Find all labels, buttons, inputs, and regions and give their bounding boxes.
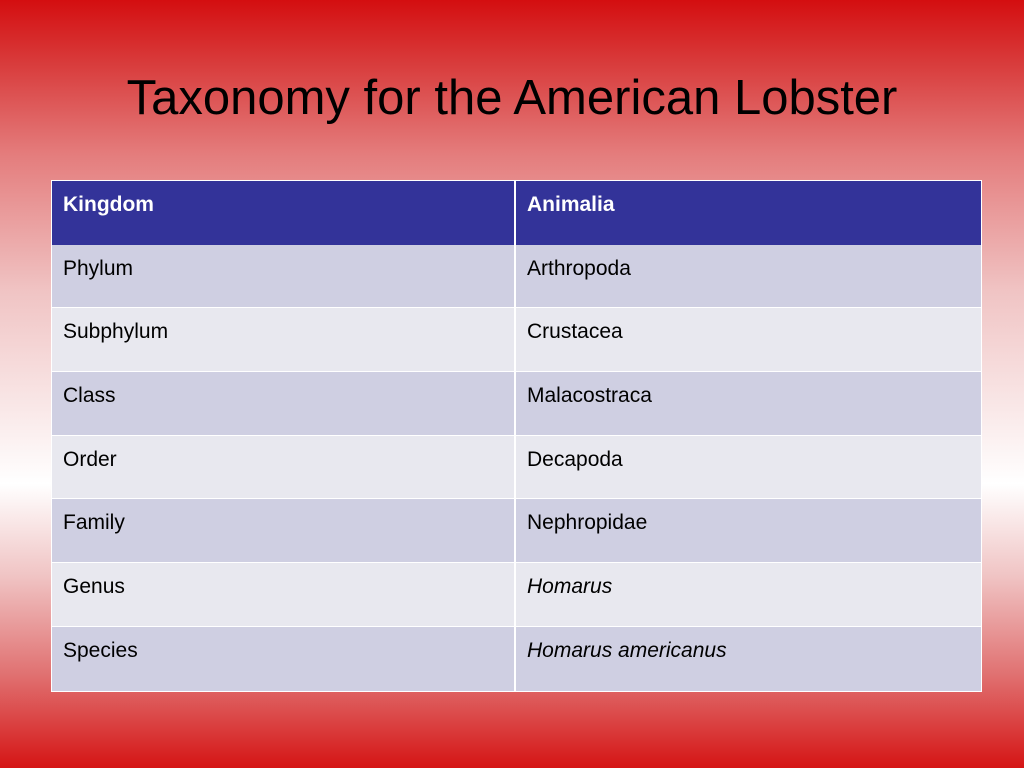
rank-cell: Order xyxy=(52,436,516,500)
table-row xyxy=(52,372,981,436)
header-rank-cell: Kingdom xyxy=(52,181,516,245)
table-row xyxy=(52,563,981,627)
table-row xyxy=(52,499,981,563)
rank-cell: Class xyxy=(52,372,516,436)
table-row xyxy=(52,308,981,372)
taxon-name-cell: Arthropoda xyxy=(516,245,981,309)
table-row xyxy=(52,627,981,691)
rank-cell: Species xyxy=(52,627,516,691)
taxon-name-cell: Homarus americanus xyxy=(516,627,981,691)
table-row xyxy=(52,436,981,500)
taxon-name-cell: Crustacea xyxy=(516,308,981,372)
rank-cell: Phylum xyxy=(52,245,516,309)
rank-cell: Family xyxy=(52,499,516,563)
table-row xyxy=(52,245,981,309)
slide-title: Taxonomy for the American Lobster xyxy=(126,71,898,125)
rank-cell: Genus xyxy=(52,563,516,627)
taxon-name-cell: Malacostraca xyxy=(516,372,981,436)
taxonomy-table xyxy=(51,180,982,692)
header-name-cell: Animalia xyxy=(516,181,981,245)
taxon-name-cell: Decapoda xyxy=(516,436,981,500)
table-header-row xyxy=(52,181,981,245)
rank-cell: Subphylum xyxy=(52,308,516,372)
taxon-name-cell: Homarus xyxy=(516,563,981,627)
taxon-name-cell: Nephropidae xyxy=(516,499,981,563)
